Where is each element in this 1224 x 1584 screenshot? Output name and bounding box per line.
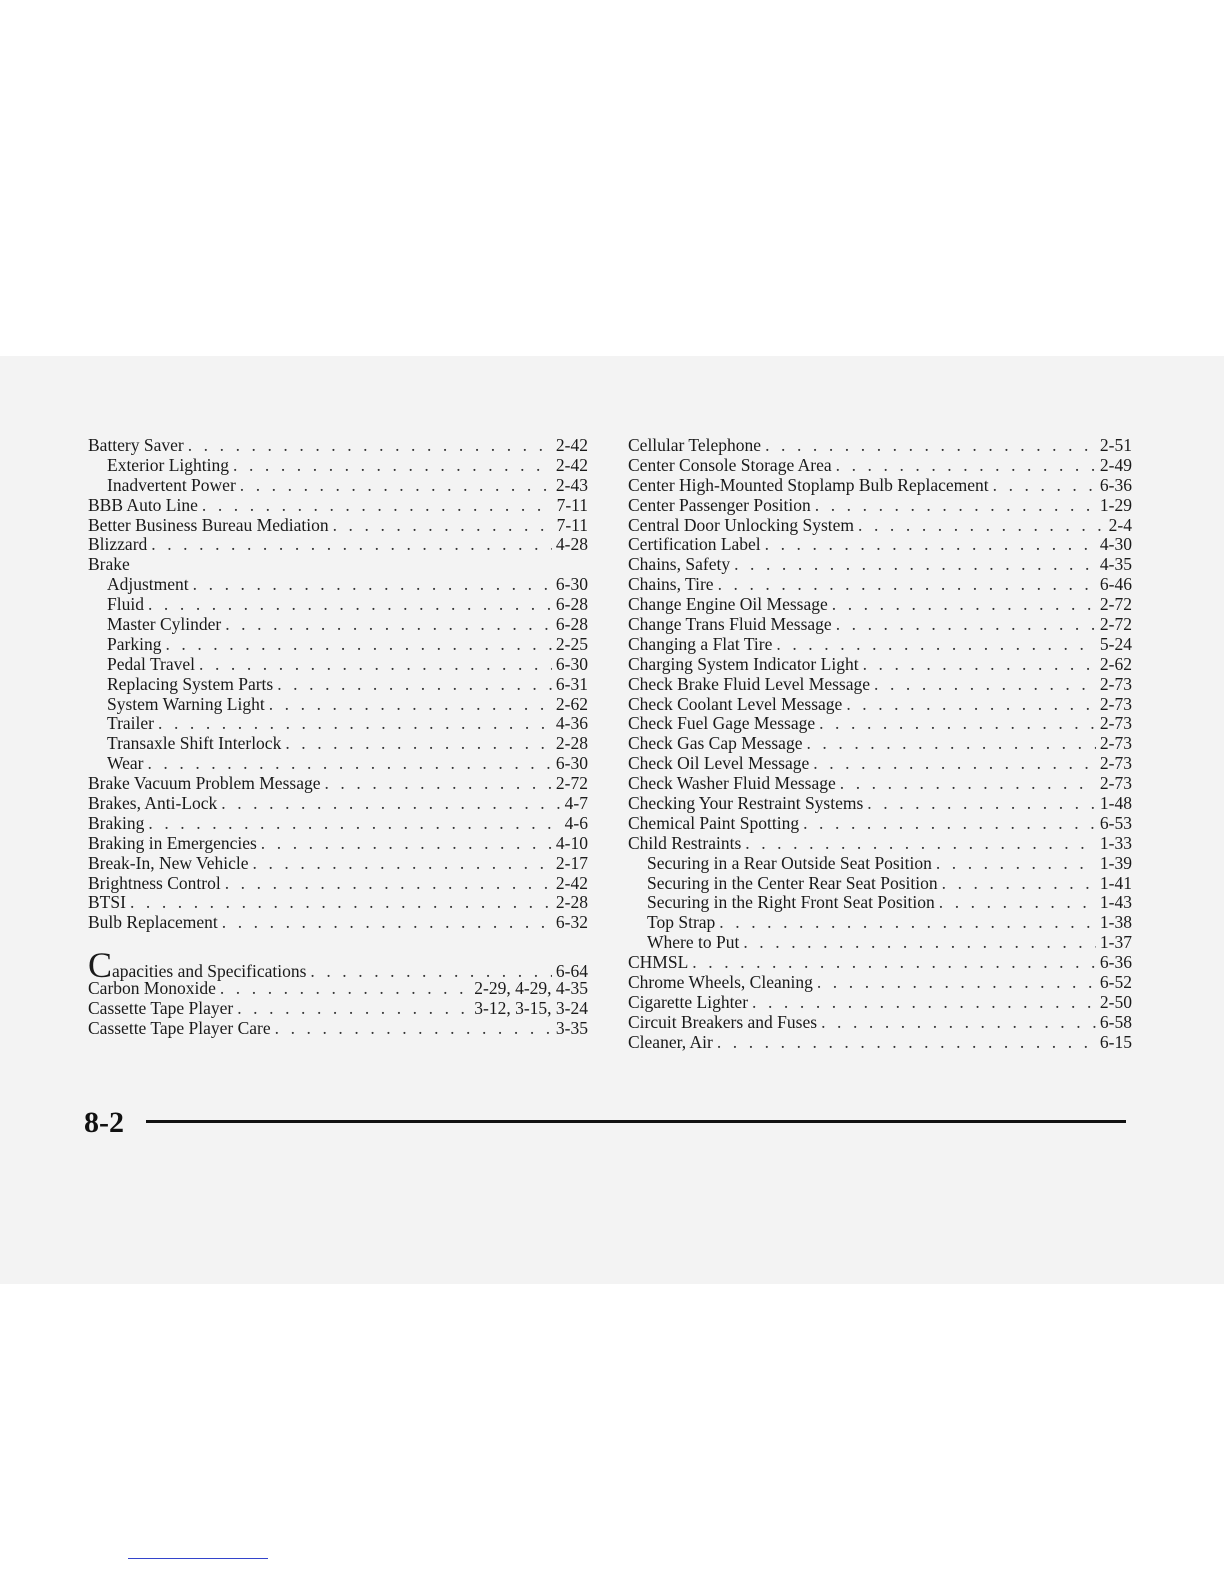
entry-label: Cleaner, Air <box>628 1031 713 1052</box>
index-entry <box>628 1033 1132 1053</box>
entry-label: Cassette Tape Player Care <box>88 1018 271 1039</box>
entry-label: Center Passenger Position <box>628 494 811 515</box>
entry-label: Master Cylinder <box>107 614 222 635</box>
entry-label: System Warning Light <box>107 693 265 714</box>
entry-page-ref: 2-17 <box>555 852 588 873</box>
index-column-left <box>88 436 588 1039</box>
index-entry <box>628 476 1132 496</box>
index-entry <box>88 945 588 986</box>
index-subentry <box>628 893 1132 913</box>
entry-page-ref: 6-58 <box>1099 1011 1132 1032</box>
entry-label: Battery Saver <box>88 435 184 455</box>
entry-page-ref: 1-48 <box>1099 793 1132 814</box>
index-entry <box>628 595 1132 615</box>
dot-leader <box>277 675 552 695</box>
entry-label: Check Brake Fluid Level Message <box>628 673 871 694</box>
entry-page-ref: 1-39 <box>1099 852 1132 873</box>
dot-leader <box>719 913 1096 933</box>
entry-label: Child Restraints <box>628 832 742 853</box>
entry-label: Circuit Breakers and Fuses <box>628 1011 818 1032</box>
index-entry <box>88 814 588 834</box>
entry-label: Check Fuel Gage Message <box>628 713 816 734</box>
dot-leader <box>745 834 1096 854</box>
entry-label: BBB Auto Line <box>88 494 198 515</box>
dot-leader <box>717 1033 1096 1053</box>
dot-leader <box>158 714 552 734</box>
index-subentry <box>88 575 588 595</box>
entry-label: Charging System Indicator Light <box>628 653 859 674</box>
index-subentry <box>88 476 588 496</box>
index-subentry <box>88 595 588 615</box>
index-entry <box>628 953 1132 973</box>
entry-page-ref: 2-29, 4-29, 4-35 <box>474 978 588 999</box>
entry-page-ref: 6-64 <box>555 961 588 982</box>
entry-label: Brakes, Anti-Lock <box>88 793 218 814</box>
entry-label: Certification Label <box>628 534 761 555</box>
entry-label: Check Oil Level Message <box>628 753 810 774</box>
index-subentry <box>88 615 588 635</box>
page-number: 8-2 <box>84 1106 124 1139</box>
entry-label: Better Business Bureau Mediation <box>88 514 329 535</box>
index-entry <box>628 973 1132 993</box>
entry-page-ref: 2-28 <box>555 892 588 913</box>
index-entry <box>88 854 588 874</box>
dot-leader <box>734 555 1096 575</box>
dot-leader <box>939 893 1096 913</box>
index-entry <box>628 834 1132 854</box>
dot-leader <box>269 695 552 715</box>
entry-label: Carbon Monoxide <box>88 978 216 999</box>
entry-page-ref: 7-11 <box>556 514 588 535</box>
index-entry <box>628 754 1132 774</box>
footer-rule <box>146 1120 1126 1123</box>
entry-label: Check Washer Fluid Message <box>628 773 836 794</box>
index-entry <box>628 436 1132 456</box>
entry-page-ref: 6-53 <box>1099 812 1132 833</box>
dot-leader <box>874 675 1096 695</box>
entry-label: Transaxle Shift Interlock <box>107 733 282 754</box>
dot-leader <box>130 893 552 913</box>
entry-label: CHMSL <box>628 952 689 973</box>
entry-label: Braking in Emergencies <box>88 832 257 853</box>
index-entry <box>88 999 588 1019</box>
index-entry <box>88 535 588 555</box>
entry-page-ref: 2-73 <box>1099 733 1132 754</box>
entry-page-ref: 3-35 <box>555 1018 588 1039</box>
index-subentry <box>628 874 1132 894</box>
entry-label: Chains, Tire <box>628 574 714 595</box>
dot-leader <box>237 999 470 1019</box>
dot-leader <box>836 615 1096 635</box>
index-entry <box>628 456 1132 476</box>
entry-page-ref: 2-49 <box>1099 454 1132 475</box>
entry-page-ref: 2-73 <box>1099 753 1132 774</box>
entry-page-ref: 2-42 <box>555 454 588 475</box>
entry-page-ref: 1-33 <box>1099 832 1132 853</box>
entry-label: Bulb Replacement <box>88 912 218 933</box>
entry-label: Cassette Tape Player <box>88 998 234 1019</box>
dot-leader <box>225 874 552 894</box>
dot-leader <box>333 516 553 536</box>
entry-label: Break-In, New Vehicle <box>88 852 249 873</box>
index-entry <box>628 734 1132 754</box>
entry-label: Trailer <box>107 713 154 734</box>
entry-page-ref: 2-51 <box>1099 435 1132 455</box>
entry-page-ref: 1-41 <box>1099 872 1132 893</box>
dot-leader <box>188 436 552 456</box>
index-entry <box>88 436 588 456</box>
index-entry <box>88 893 588 913</box>
index-entry <box>88 1019 588 1039</box>
dot-leader <box>148 814 560 834</box>
index-entry <box>628 575 1132 595</box>
entry-label: Central Door Unlocking System <box>628 514 855 535</box>
dot-leader <box>285 734 552 754</box>
index-entry <box>88 874 588 894</box>
entry-label: Securing in the Right Front Seat Position <box>647 892 935 913</box>
index-entry <box>628 635 1132 655</box>
dot-leader <box>863 655 1096 675</box>
dot-leader <box>836 456 1096 476</box>
entry-label: Chemical Paint Spotting <box>628 812 800 833</box>
entry-page-ref: 2-73 <box>1099 673 1132 694</box>
entry-label: Parking <box>107 633 162 654</box>
index-entry <box>628 496 1132 516</box>
index-entry <box>88 774 588 794</box>
entry-page-ref: 2-50 <box>1099 991 1132 1012</box>
dot-leader <box>692 953 1096 973</box>
index-subentry <box>88 675 588 695</box>
entry-page-ref: 4-7 <box>564 793 588 814</box>
dot-leader <box>165 635 551 655</box>
entry-page-ref: 7-11 <box>556 494 588 515</box>
entry-label: Where to Put <box>647 932 740 953</box>
entry-label: Brake <box>88 554 130 575</box>
dot-leader <box>193 575 552 595</box>
dot-leader <box>718 575 1096 595</box>
section-gap <box>88 933 588 951</box>
dot-leader <box>936 854 1096 874</box>
index-subentry <box>88 734 588 754</box>
entry-page-ref: 2-62 <box>555 693 588 714</box>
dot-leader <box>240 476 552 496</box>
dot-leader <box>253 854 552 874</box>
entry-label: BTSI <box>88 892 126 913</box>
entry-label: Adjustment <box>107 574 189 595</box>
entry-page-ref: 4-36 <box>555 713 588 734</box>
entry-page-ref: 1-37 <box>1099 932 1132 953</box>
dot-leader <box>765 436 1096 456</box>
entry-label: Pedal Travel <box>107 653 195 674</box>
entry-page-ref: 6-30 <box>555 753 588 774</box>
dot-leader <box>867 794 1096 814</box>
index-entry <box>628 774 1132 794</box>
index-entry <box>88 794 588 814</box>
entry-label: Fluid <box>107 594 144 615</box>
entry-page-ref: 1-43 <box>1099 892 1132 913</box>
dot-leader <box>813 754 1096 774</box>
entry-label-rest: apacities and Specifications <box>112 961 307 982</box>
entry-page-ref: 6-32 <box>555 912 588 933</box>
entry-label: Exterior Lighting <box>107 454 229 475</box>
entry-page-ref: 6-36 <box>1099 474 1132 495</box>
entry-page-ref: 2-4 <box>1108 514 1132 535</box>
entry-label: Securing in the Center Rear Seat Position <box>647 872 938 893</box>
entry-page-ref: 6-31 <box>555 673 588 694</box>
index-entry <box>628 814 1132 834</box>
entry-page-ref: 2-42 <box>555 435 588 455</box>
dot-leader <box>743 933 1096 953</box>
entry-label: Blizzard <box>88 534 148 555</box>
index-entry <box>628 993 1132 1013</box>
entry-page-ref: 4-35 <box>1099 554 1132 575</box>
entry-page-ref: 2-62 <box>1099 653 1132 674</box>
dot-leader <box>147 754 551 774</box>
entry-label: Replacing System Parts <box>107 673 274 694</box>
index-subentry <box>628 913 1132 933</box>
index-entry <box>628 794 1132 814</box>
entry-page-ref: 2-42 <box>555 872 588 893</box>
index-entry <box>628 655 1132 675</box>
entry-page-ref: 4-30 <box>1099 534 1132 555</box>
index-column-right <box>628 436 1132 1053</box>
dot-leader <box>993 476 1096 496</box>
index-entry <box>88 516 588 536</box>
entry-label: Check Coolant Level Message <box>628 693 843 714</box>
entry-label: Center Console Storage Area <box>628 454 832 475</box>
index-entry <box>628 516 1132 536</box>
entry-label: Top Strap <box>647 912 716 933</box>
dot-leader <box>803 814 1096 834</box>
dot-leader <box>942 874 1096 894</box>
index-subentry <box>88 655 588 675</box>
dot-leader <box>815 496 1096 516</box>
entry-page-ref: 6-28 <box>555 614 588 635</box>
entry-page-ref: 6-30 <box>555 574 588 595</box>
index-entry <box>628 714 1132 734</box>
dot-leader <box>821 1013 1096 1033</box>
entry-label: Changing a Flat Tire <box>628 633 773 654</box>
index-subentry <box>88 714 588 734</box>
dot-leader <box>233 456 552 476</box>
entry-page-ref: 6-30 <box>555 653 588 674</box>
entry-page-ref: 6-52 <box>1099 972 1132 993</box>
index-entry <box>628 555 1132 575</box>
dot-leader <box>840 774 1096 794</box>
entry-label: Checking Your Restraint Systems <box>628 793 864 814</box>
entry-page-ref: 6-36 <box>1099 952 1132 973</box>
index-subentry <box>88 456 588 476</box>
index-entry <box>628 675 1132 695</box>
entry-page-ref: 2-73 <box>1099 693 1132 714</box>
entry-label: Wear <box>107 753 144 774</box>
dot-leader <box>151 535 552 555</box>
entry-page-ref: 4-10 <box>555 832 588 853</box>
entry-page-ref: 2-72 <box>555 773 588 794</box>
dot-leader <box>819 714 1096 734</box>
entry-page-ref: 2-72 <box>1099 594 1132 615</box>
dot-leader <box>199 655 552 675</box>
dot-leader <box>858 516 1105 536</box>
entry-label: Cellular Telephone <box>628 435 762 455</box>
index-entry <box>88 496 588 516</box>
index-entry <box>88 913 588 933</box>
dot-leader <box>817 973 1096 993</box>
dot-leader <box>806 734 1095 754</box>
entry-page-ref: 3-12, 3-15, 3-24 <box>474 998 588 1019</box>
index-subentry <box>88 695 588 715</box>
index-subentry <box>628 933 1132 953</box>
entry-page-ref: 1-38 <box>1099 912 1132 933</box>
dot-leader <box>225 615 552 635</box>
dot-leader <box>148 595 552 615</box>
entry-page-ref: 2-73 <box>1099 773 1132 794</box>
dot-leader <box>765 535 1096 555</box>
entry-label: Braking <box>88 812 145 833</box>
entry-label: Check Gas Cap Message <box>628 733 803 754</box>
index-entry <box>628 535 1132 555</box>
entry-label: Inadvertent Power <box>107 474 236 495</box>
index-entry <box>88 555 588 575</box>
index-subentry <box>88 635 588 655</box>
dot-leader <box>776 635 1096 655</box>
entry-page-ref: 4-6 <box>564 812 588 833</box>
index-entry <box>88 979 588 999</box>
entry-page-ref: 2-72 <box>1099 614 1132 635</box>
entry-label: Center High-Mounted Stoplamp Bulb Replacement <box>628 474 989 495</box>
entry-label: Chains, Safety <box>628 554 731 575</box>
dot-leader <box>832 595 1096 615</box>
dropcap-letter: C <box>88 945 113 986</box>
dot-leader <box>846 695 1096 715</box>
entry-page-ref: 5-24 <box>1099 633 1132 654</box>
index-subentry <box>88 754 588 774</box>
entry-page-ref: 6-46 <box>1099 574 1132 595</box>
index-subentry <box>628 854 1132 874</box>
dot-leader <box>261 834 552 854</box>
entry-page-ref: 6-28 <box>555 594 588 615</box>
dot-leader <box>324 774 551 794</box>
entry-label: Brake Vacuum Problem Message <box>88 773 321 794</box>
entry-page-ref: 6-15 <box>1099 1031 1132 1052</box>
index-entry <box>628 695 1132 715</box>
dot-leader <box>221 794 560 814</box>
entry-page-ref: 1-29 <box>1099 494 1132 515</box>
index-entry <box>88 834 588 854</box>
entry-label: Securing in a Rear Outside Seat Position <box>647 852 932 873</box>
dot-leader <box>222 913 552 933</box>
dot-leader <box>220 979 470 999</box>
index-entry <box>628 615 1132 635</box>
entry-label: Chrome Wheels, Cleaning <box>628 972 813 993</box>
dot-leader <box>202 496 553 516</box>
link-underline[interactable] <box>128 1558 268 1559</box>
index-entry <box>628 1013 1132 1033</box>
entry-page-ref: 2-28 <box>555 733 588 754</box>
entry-label: Brightness Control <box>88 872 221 893</box>
entry-page-ref: 2-73 <box>1099 713 1132 734</box>
dot-leader <box>752 993 1096 1013</box>
entry-page-ref: 4-28 <box>555 534 588 555</box>
entry-page-ref: 2-25 <box>555 633 588 654</box>
entry-label: Change Engine Oil Message <box>628 594 828 615</box>
entry-label: Change Trans Fluid Message <box>628 614 832 635</box>
entry-label: Cigarette Lighter <box>628 991 749 1012</box>
entry-page-ref: 2-43 <box>555 474 588 495</box>
dot-leader <box>275 1019 552 1039</box>
